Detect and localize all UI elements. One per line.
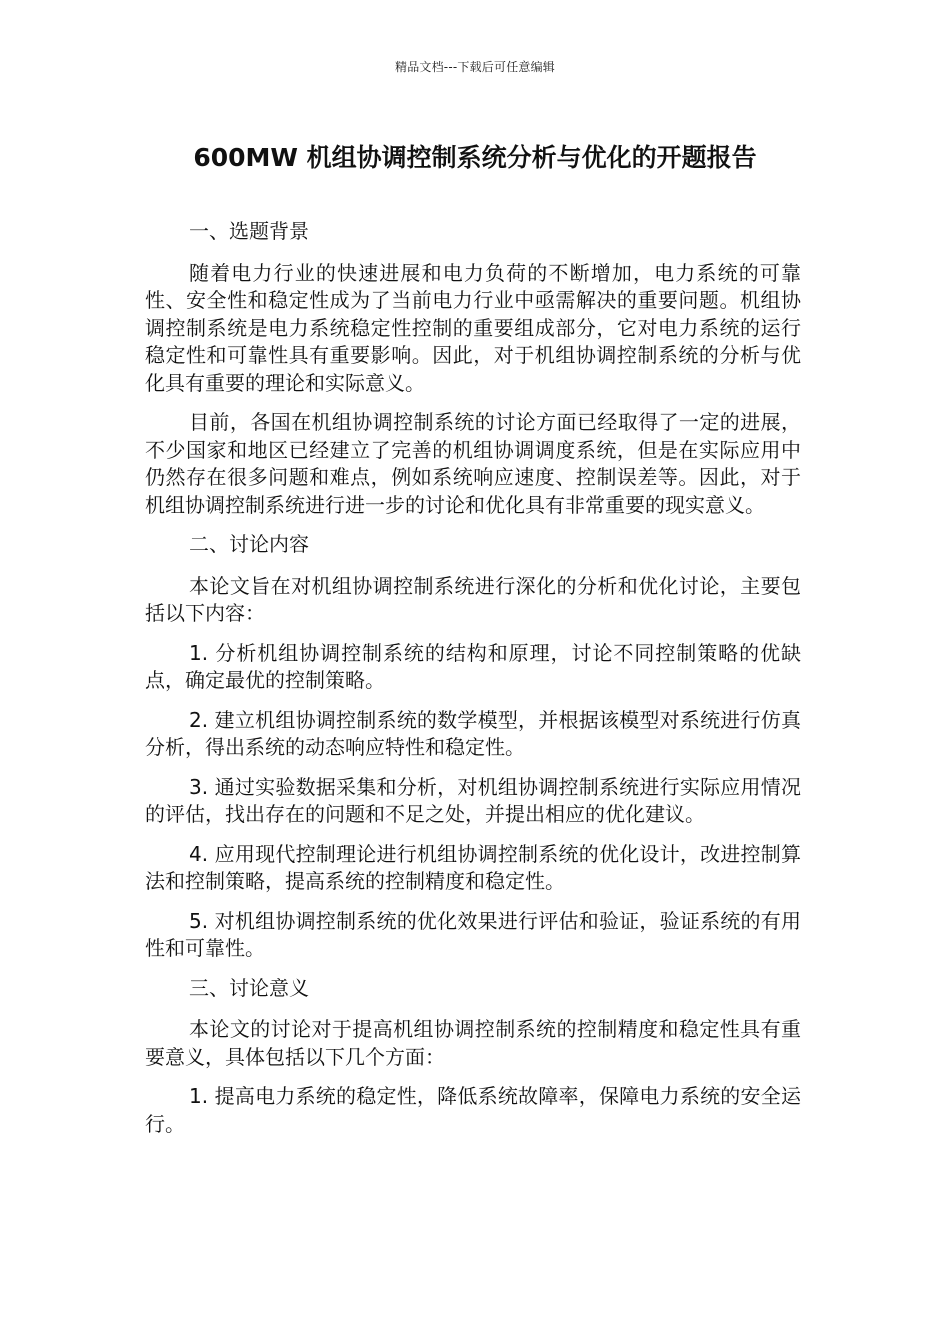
header-note: 精品文档---下载后可任意编辑 <box>395 60 555 74</box>
document-title: 600MW 机组协调控制系统分析与优化的开题报告 <box>193 143 757 172</box>
significance-intro-paragraph: 本论文的讨论对于提高机组协调控制系统的控制精度和稳定性具有重要意义，具体包括以下几个方面： <box>145 1017 801 1069</box>
content-item-4: 4. 应用现代控制理论进行机组协调控制系统的优化设计，改进控制算法和控制策略，提高系统的控制精度和稳定性。 <box>145 841 801 893</box>
background-paragraph-2: 目前，各国在机组协调控制系统的讨论方面已经取得了一定的进展，不少国家和地区已经建立了完善的机组协调调度系统，但是在实际应用中仍然存在很多问题和难点，例如系统响应速度、控制误差等。因此，对于机组协调控制系统进行进一步的讨论和优化具有非常重要的现实意义。 <box>145 410 801 517</box>
content-item-2: 2. 建立机组协调控制系统的数学模型，并根据该模型对系统进行仿真分析，得出系统的动态响应特性和稳定性。 <box>145 707 801 759</box>
background-paragraph-1: 随着电力行业的快速进展和电力负荷的不断增加，电力系统的可靠性、安全性和稳定性成为了当前电力行业中亟需解决的重要问题。机组协调控制系统是电力系统稳定性控制的重要组成部分，它对电力系统的运行稳定性和可靠性具有重要影响。因此，对于机组协调控制系统的分析与优化具有重要的理论和实际意义。 <box>145 260 801 395</box>
section-heading-content: 二、讨论内容 <box>189 532 309 556</box>
document-body <box>145 218 801 1150</box>
section-heading-significance: 三、讨论意义 <box>189 975 309 1000</box>
content-item-3: 3. 通过实验数据采集和分析，对机组协调控制系统进行实际应用情况的评估，找出存在的问题和不足之处，并提出相应的优化建议。 <box>145 774 801 826</box>
content-item-5: 5. 对机组协调控制系统的优化效果进行评估和验证，验证系统的有用性和可靠性。 <box>145 908 801 960</box>
content-intro-paragraph: 本论文旨在对机组协调控制系统进行深化的分析和优化讨论，主要包括以下内容： <box>145 573 801 625</box>
section-heading-background: 一、选题背景 <box>189 219 309 243</box>
significance-item-1: 1. 提高电力系统的稳定性，降低系统故障率，保障电力系统的安全运行。 <box>145 1084 801 1136</box>
content-item-1: 1. 分析机组协调控制系统的结构和原理，讨论不同控制策略的优缺点，确定最优的控制策略。 <box>145 640 801 692</box>
